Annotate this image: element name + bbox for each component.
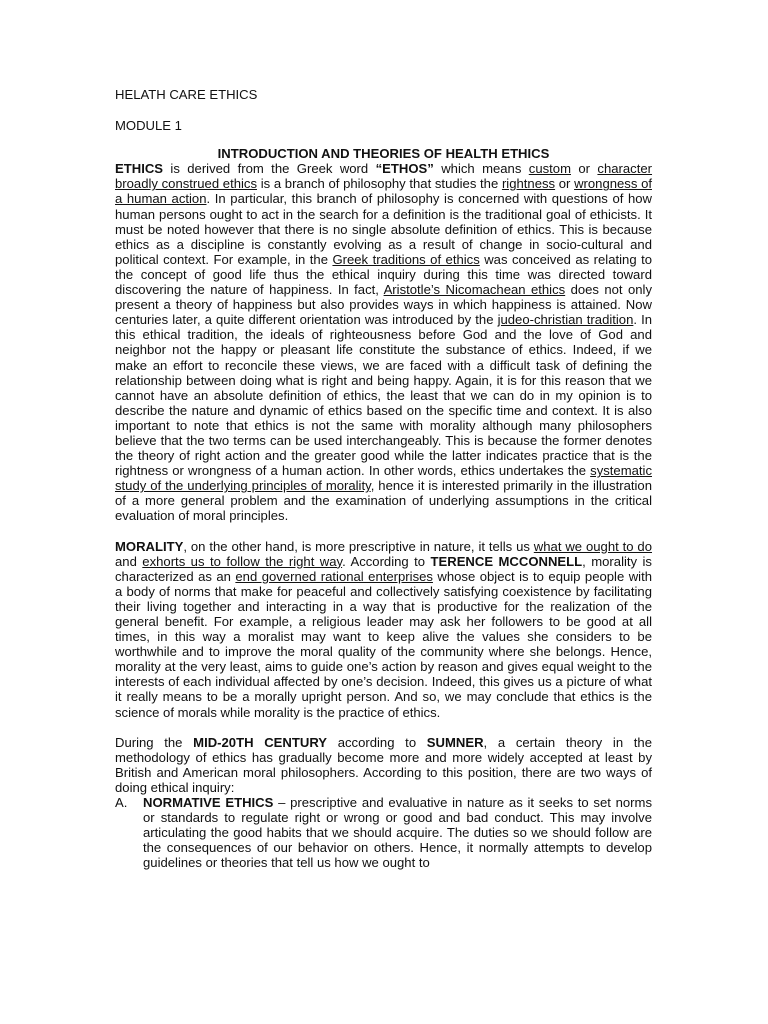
- underline-custom: custom: [528, 161, 571, 177]
- module-label: MODULE 1: [115, 118, 182, 134]
- list-marker: A.: [115, 795, 128, 811]
- underline-character: character broadly construed ethics: [115, 161, 653, 192]
- paragraph-mid-century: During the MID-20TH CENTURY according to SUMNER, a certain theory in the methodology of ethics has gradually become more and more widely accepted at least by British and American moral philosophers. According to this position, there are two ways of doing ethical inquiry:: [115, 734, 652, 795]
- term-ethics: ETHICS: [115, 161, 164, 177]
- underline-systematic: systematic study of the underlying principles of morality: [115, 463, 652, 494]
- term-normative-ethics: NORMATIVE ETHICS: [143, 795, 274, 811]
- underline-what: what we ought to do: [533, 538, 652, 554]
- underline-exhorts: exhorts us to follow the right way: [142, 553, 343, 569]
- paragraph-ethics: ETHICS is derived from the Greek word “ETHOS” which means custom or character broadly construed ethics is a branch of philosophy that studies the rightness or wrongness of a human action. In particular, this branch of philosophy is concerned with questions of how human persons ought to act in the search for a definition is the traditional goal of ethicists. It must be noted however that there is no single absolute definition of ethics. This is because ethics as a discipline is constantly evolving as a result of change in socio-cultural and political context. For example, in the Greek traditions of ethics was conceived as relating to the concept of good life thus the ethical inquiry during this time was directed toward discovering the nature of happiness. In fact, Aristotle’s Nicomachean ethics does not only present a theory of happiness but also provides ways in which happiness is attained. Now centuries later, a quite different orientation was introduced by the judeo-christian tradition. In this ethical tradition, the ideals of righteousness before God and the love of God and neighbor not the happy or pleasant life constitute the substance of ethics. Indeed, if we make an effort to reconcile these views, we are faced with a difficult task of defining the relationship between doing what is right and being happy. Again, it is for this reason that we cannot have an absolute definition of ethics, the least that we can do in my opinion is to describe the nature and dynamic of ethics based on the specific time and context. It is also important to note that ethics is not the same with morality although many philosophers believe that the two terms can be used interchangeably. This is because the former denotes the theory of right action and the greater good while the latter indicates practice that is the rightness or wrongness of a human action. In other words, ethics undertakes the systematic study of the underlying principles of morality, hence it is interested primarily in the illustration of a more general problem and the examination of underlying assumptions in the critical evaluation of moral principles.: [115, 161, 653, 524]
- underline-end: end governed rational enterprises: [235, 568, 433, 584]
- term-sumner: SUMNER: [426, 734, 484, 750]
- course-title: HELATH CARE ETHICS: [115, 87, 258, 102]
- list-item-body: NORMATIVE ETHICS – prescriptive and evaluative in nature as it seeks to set norms or standards to regulate right or wrong or good and bad conduct. This may involve articulating the good habits that we should acquire. The duties so we should follow are the consequences of our behavior on others. Hence, it normally attempts to develop guidelines or theories that tell us how we ought to: [143, 795, 652, 871]
- paragraph-morality: MORALITY, on the other hand, is more prescriptive in nature, it tells us what we ought to do and exhorts us to follow the right way. According to TERENCE MCCONNELL, morality is characterized as an end governed rational enterprises whose object is to equip people with a body of norms that make for peaceful and collectively satisfying coexistence by facilitating their living together and interacting in a way that is productive for the realization of the general benefit. For example, a religious leader may ask her followers to be good at all times, in this way a moralist may want to keep alive the values she considers to be worthwhile and to improve the moral quality of the community where she belongs. Hence, morality at the very least, aims to guide one’s action by reason and gives equal weight to the interests of each individual affected by one’s decision. Indeed, this gives us a picture of what it really means to be a morally upright person. And so, we may conclude that ethics is the science of morals while morality is the practice of ethics.: [115, 538, 652, 720]
- list-item: [115, 795, 652, 870]
- ethics-types-list: [115, 795, 652, 870]
- term-mid-century: MID-20TH CENTURY: [193, 734, 328, 750]
- underline-aristotle: Aristotle’s Nicomachean ethics: [383, 282, 566, 298]
- underline-wrongness: wrongness of a human action: [115, 176, 652, 207]
- document-title: INTRODUCTION AND THEORIES OF HEALTH ETHICS: [217, 146, 550, 162]
- term-terence: TERENCE MCCONNELL: [430, 553, 583, 569]
- term-ethos: “ETHOS”: [375, 161, 434, 177]
- term-morality: MORALITY: [115, 538, 184, 554]
- underline-judeo: judeo-christian tradition: [497, 312, 634, 328]
- underline-greek: Greek traditions of ethics: [332, 251, 480, 267]
- underline-rightness: rightness: [501, 176, 556, 192]
